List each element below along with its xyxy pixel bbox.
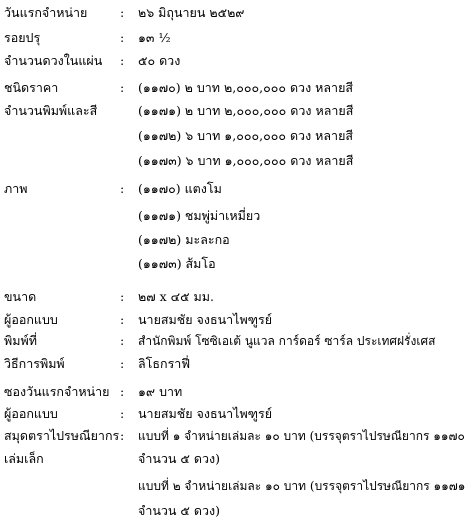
row-denomination-continued [0,150,468,172]
row-value: จำนวน ๕ ดวง) [138,451,220,466]
row-label: เล่มเล็ก [4,451,44,466]
row-booklet-continued [0,448,468,470]
row-label: ผู้ออกแบบ [4,406,58,421]
row-value: นายสมชัย จงธนาไพฑูรย์ [138,312,273,327]
row-value: จำนวน ๕ ดวง) [138,503,220,518]
row-value: แบบที่ ๒ จำหน่ายเล่มละ ๑๐ บาท (บรรจุตราไปรษณียากร ๑๑๗๑ [138,479,466,493]
row-colon: : [120,333,125,348]
row-first-day-cover [0,381,468,403]
row-value: (๑๑๗๓) ๖ บาท ๑,๐๐๐,๐๐๐ ดวง หลายสี [138,153,354,168]
row-value: (๑๑๗๒) มะละกอ [138,232,230,247]
row-label: ซองวันแรกจำหน่าย [4,384,110,399]
row-picture-continued [0,253,468,275]
row-colon: : [120,80,125,95]
row-picture [0,178,468,200]
row-quantity-colour [0,100,468,122]
row-label: พิมพ์ที่ [4,333,37,348]
row-value: (๑๑๗๒) ๖ บาท ๑,๐๐๐,๐๐๐ ดวง หลายสี [138,128,354,143]
row-value: (๑๑๗๑) ชมพู่ม่าเหมี่ยว [138,208,261,223]
row-label: จำนวนพิมพ์และสี [4,103,98,118]
row-printing-method [0,353,468,375]
row-value: (๑๑๗๑) ๒ บาท ๒,๐๐๐,๐๐๐ ดวง หลายสี [138,103,354,118]
row-perforation [0,27,468,49]
row-colon: : [120,384,125,399]
row-value: สำนักพิมพ์ โซซิเอเต้ นูแวล การ์ดอร์ ซาร์ล ประเทศฝรั่งเศส [138,334,436,348]
row-denomination-continued [0,125,468,147]
row-value: แบบที่ ๑ จำหน่ายเล่มละ ๑๐ บาท (บรรจุตราไปรษณียากร ๑๑๗๐ [138,429,465,443]
row-printer [0,330,468,352]
row-label: สมุดตราไปรษณียากร [4,428,120,443]
row-colon: : [120,30,125,45]
row-value: นายสมชัย จงธนาไพฑูรย์ [138,406,273,421]
row-picture-continued [0,205,468,227]
row-size [0,286,468,308]
row-label: รอยปรุ [4,30,41,45]
row-picture-continued [0,229,468,251]
row-colon: : [120,53,125,68]
row-value: ๒๖ มิถุนายน ๒๕๒๙ [138,5,245,20]
row-label: วิธีการพิมพ์ [4,356,65,371]
row-colon: : [120,181,125,196]
row-value: (๑๑๗๐) แตงโม [138,181,222,196]
row-colon: : [120,356,125,371]
row-value: (๑๑๗๐) ๒ บาท ๒,๐๐๐,๐๐๐ ดวง หลายสี [138,80,354,95]
row-value: ๕๐ ดวง [138,53,181,68]
row-stamps-per-sheet [0,50,468,72]
row-label: ภาพ [4,181,28,196]
row-value: ๑๙ บาท [138,384,183,399]
row-booklet-continued [0,475,468,497]
row-booklet-continued [0,500,468,522]
row-colon: : [120,312,125,327]
row-label: ชนิดราคา [4,80,59,95]
row-cover-designer [0,403,468,425]
row-value: (๑๑๗๓) ส้มโอ [138,256,216,271]
row-denomination [0,77,468,99]
row-colon: : [120,428,125,443]
row-value: ๒๗ x ๔๕ มม. [138,289,214,304]
row-value: ๑๓ ½ [138,30,171,45]
row-designer [0,309,468,331]
row-label: ขนาด [4,289,37,304]
row-first-day [0,2,468,24]
row-value: ลิโธกราฟี่ [138,356,191,371]
row-colon: : [120,5,125,20]
row-label: วันแรกจำหน่าย [4,5,88,20]
row-booklet [0,425,468,447]
row-colon: : [120,406,125,421]
row-colon: : [120,289,125,304]
row-label: ผู้ออกแบบ [4,312,58,327]
row-label: จำนวนดวงในแผ่น [4,53,103,68]
